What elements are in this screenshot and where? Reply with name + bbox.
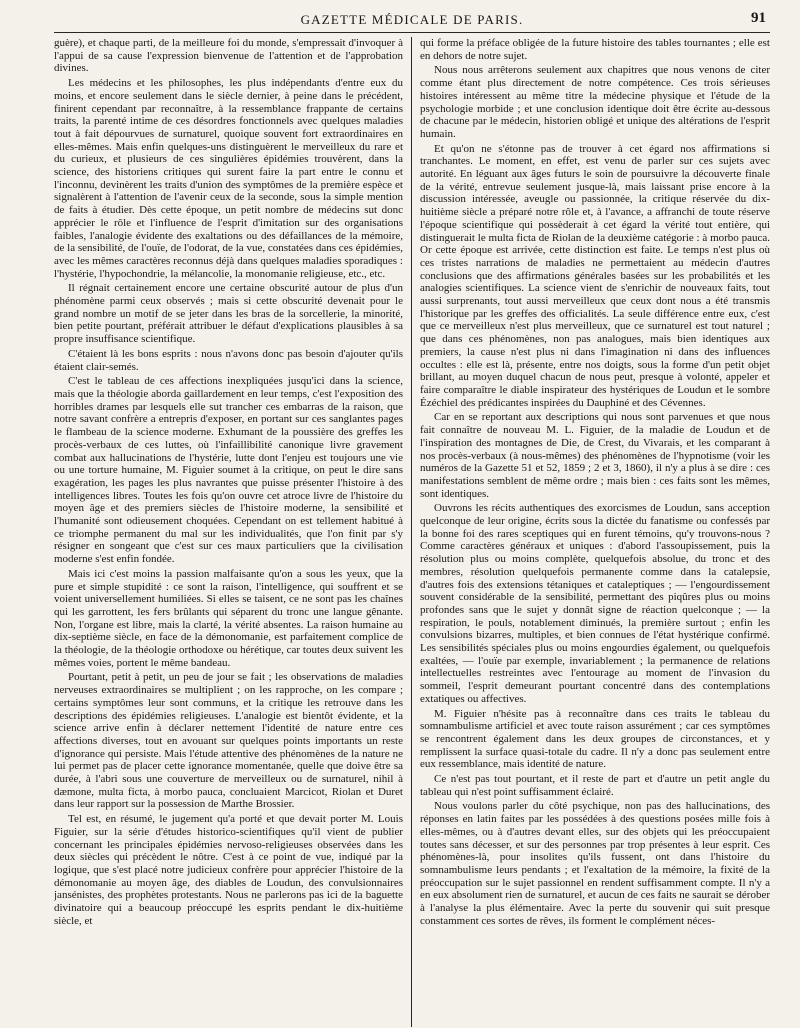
journal-title: GAZETTE MÉDICALE DE PARIS.: [300, 12, 524, 27]
right-column: [412, 37, 770, 1027]
paragraph: Ce n'est pas tout pourtant, et il reste de part et d'autre un petit angle du tableau qui n'est point suffisamment éclairé.: [420, 773, 770, 798]
paragraph: Ouvrons les récits authentiques des exorcismes de Loudun, sans acception quelconque de leur origine, écrits sous la dictée du fanatisme ou confessés par la bonne foi des rares sceptiques qui en furent témoins, qu'y trouvons-nous ? Comme caractères généraux et uniques : d'abord l'assoupissement, puis la résolution plus ou moins complète, quelquefois absolue, du tronc et des membres, résolution quelquefois permanente comme dans la catalepsie, d'autres fois des extensions tétaniques et cataleptiques ; — l'engourdissement souvent considérable de la sensibilité, permettant des piqûres plus ou moins profondes sans que le sujet y donnât signe de réaction quelconque ; — la respiration, le pouls, notablement diminués, la première surtout ; enfin les convulsions bizarres, multiples, et bien connues de l'état hystérique confirmé. Les sensibilités spéciales plus ou moins engourdies également, ou quelquefois exaltées, — l'ouïe par exemple, invariablement ; la permanence de relations intellectuelles restreintes avec l'entourage au moment de l'invasion du sommeil, l'esprit demeurant pourtant concentré dans des contemplations extatiques ou affectives.: [420, 502, 770, 705]
paragraph: Nous nous arrêterons seulement aux chapitres que nous venons de citer comme étant plus directement de notre compétence. Ces trois sérieuses histoires intéressent au même titre la médecine physique et l'étude de la psychologie morbide ; et une conclusion identique doit être écrite au-dessous de chacune par le médecin, historien obligé et unique des altérations de l'esprit humain.: [420, 64, 770, 140]
paragraph: guère), et chaque parti, de la meilleure foi du monde, s'empressait d'invoquer à l'appui de sa cause l'expression bienvenue de l'attention et de l'approbation divines.: [54, 37, 403, 75]
left-column: [54, 37, 412, 1027]
paragraph: Car en se reportant aux descriptions qui nous sont parvenues et que nous fait connaître de nouveau M. L. Figuier, de la maladie de Loudun et de l'inspiration des montagnes de Die, de Crest, du Vivarais, et les comparant à nos procès-verbaux (à nous-mêmes) des phénomènes de l'hypnotisme (voir les numéros de la Gazette 51 et 52, 1859 ; 2 et 3, 1860), il n'y a plus à se dire : ces manifestations semblent de même ordre ; mais bien : ces faits sont les mêmes, sont identiques.: [420, 411, 770, 500]
paragraph: qui forme la préface obligée de la future histoire des tables tournantes ; elle est en dehors de notre sujet.: [420, 37, 770, 62]
paragraph: Les médecins et les philosophes, les plus indépendants d'entre eux du moins, et encore seulement dans le siècle dernier, à peine dans le précédent, finirent cependant par reconnaître, à la ressemblance frappante de certains traits, la parenté intime de ces désordres fonctionnels avec quelques maladies tout à fait dépourvues de surnaturel, quoique souvent fort extraordinaires en elles-mêmes. Mais enfin quelques-uns distinguèrent le merveilleux du rare et du curieux, et plusieurs de ces singulières épidémies trouvèrent, dans la science, des historiens critiques qui surent faire la part entre le connu et l'inconnu, devinèrent les traits d'union des symptômes de la première espèce et signalèrent à l'attention de l'avenir ceux de la seconde, sous la simple mention de faits à étudier. Dès cette époque, un petit nombre de médecins sut donc apprécier le rôle et l'influence de l'esprit d'imitation sur des organisations faibles, l'analogie évidente des exaltations ou des défaillances de la mémoire, de la sensibilité, de l'ouïe, de l'odorat, de la vue, constatées dans ces épidémies, avec les mêmes caractères reconnus déjà dans quelques maladies sporadiques : l'hystérie, l'hypochondrie, la mélancolie, la monomanie religieuse, etc., etc.: [54, 77, 403, 280]
paragraph: Pourtant, petit à petit, un peu de jour se fait ; les observations de maladies nerveuses extraordinaires se multiplient ; on les rapproche, on les compare ; certains symptômes leur sont communs, et la critique les retrouve dans les descriptions des épidémies religieuses. L'analogie est bientôt évidente, et la science arrive enfin à déclarer nettement l'identité de nature entre ces affections diverses, tout en avouant sur quelques points importants un reste d'ignorance qui persiste. Mais l'étude attentive des phénomènes de la nature ne lui permet pas de placer cette ignorance momentanée, quelle que doive être sa durée, à l'abri sous une couverture de merveilleux ou de surnaturel, nihil à dæmone, multa ficta, à morbo pauca, concluaient Marcicot, Riolan et Duret dans leur rapport sur la possession de Marthe Brossier.: [54, 671, 403, 811]
paragraph: Mais ici c'est moins la passion malfaisante qu'on a sous les yeux, que la pure et simple stupidité : ce sont la raison, l'intelligence, qui souffrent et se voient universellement humiliées. Si elles se taisent, ce ne sont pas les chaînes qui les garrottent, les fers brûlants qui séparent du tronc une langue gênante. Non, l'organe est libre, mais la clarté, la vérité absentes. La raison humaine au dix-septième siècle, en face de la démonomanie, est parfaitement complice de la théologie, de la théologie orthodoxe ou hérétique, car toutes deux suivent les mêmes voies, portent le même bandeau.: [54, 567, 403, 669]
paragraph: Nous voulons parler du côté psychique, non pas des hallucinations, des réponses en latin faites par les possédées à des questions posées mille fois à elles-mêmes, ou à d'autres devant elles, sur des objets qui les préoccupaient toutes sans décesser, et sur des personnes par trop présentes à leur esprit. Ces phénomènes-là, pour insolites qu'ils fussent, ont dans l'histoire du somnambulisme leurs pendants ; et l'exaltation de la mémoire, la fixité de la préoccupation sur le sujet passionnel en rendent suffisamment compte. Il n'y a en eux absolument rien de surnaturel, et aucun de ces faits ne saurait se dérober à l'analyse la plus élémentaire. Avec la perte du souvenir qui suit presque constamment ces sortes de rêves, ils forment le complément néces-: [420, 800, 770, 927]
paragraph: Et qu'on ne s'étonne pas de trouver à cet égard nos affirmations si tranchantes. Le moment, en effet, est venu de parler sur ces sujets avec autorité. En léguant aux âges futurs le soin de poursuivre la découverte finale de la vérité, entrevue seulement jusque-là, mais laissant prise encore à la discussion intéressée, aveugle ou passionnée, la critique réservée du dix-huitième siècle a préparé notre rôle et, à l'avance, a affranchi de toute réserve l'époque scientifique qui possèderait à cet égard la vérité tout entière, qui distinguerait le multa ficta de Riolan de la deuxième catégorie : à morbo pauca. Or cette époque est arrivée, cette distinction est faite. Le temps n'est plus où ces tristes narrations de maladies ne permettaient au médecin d'autres conclusions que des affirmations générales basées sur les probabilités et les analogies scientifiques. La science vient de s'enrichir de nouveaux faits, tout aussi surprenants, tout aussi merveilleux que ceux dont nous a été transmis l'historique par les greffes des officialités. La seule différence entre eux, c'est que ce merveilleux n'est plus merveilleux, que ce surnaturel est tout naturel ; que dans ces phénomènes, non pas analogues, mais bien identiques aux premiers, la cause n'est plus ni dans l'imagination ni dans des influences occultes : elle est là, présente, entre nos doigts, sous la forme d'un petit objet brillant, au moyen duquel chacun de nous peut, presque à volonté, appeler et faire comparaître le diable inspirateur des hystériques de Loudun et le sombre Ézéchiel des prédicantes inspirées du Dauphiné et des Cévennes.: [420, 142, 770, 409]
page-number: 91: [751, 10, 766, 26]
paragraph: Tel est, en résumé, le jugement qu'a porté et que devait porter M. Louis Figuier, sur la série d'études historico-scientifiques qu'il vient de publier concernant les principales épidémies nervoso-religieuses observées dans les deux siècles qui précèdent le nôtre. C'est à ce point de vue, indiqué par la logique, que s'est placé notre judicieux confrère pour apprécier l'histoire de la démonomanie au moyen âge, des diables de Loudun, des convulsionnaires jansénistes, des prophètes protestants. Nous ne parlerons pas ici de la baguette divinatoire qui a beaucoup préoccupé les esprits pendant le dix-huitième siècle, et: [54, 813, 403, 927]
paragraph: M. Figuier n'hésite pas à reconnaître dans ces traits le tableau du somnambulisme artificiel et avec toute raison assurément ; car ces symptômes se rencontrent également dans les deux groupes de circonstances, et y remplissent la surface quasi-totale du cadre. Il n'y a donc pas seulement entre eux ressemblance, mais identité de nature.: [420, 707, 770, 771]
running-header: [54, 10, 770, 33]
text-columns: [54, 37, 770, 1027]
paragraph: C'étaient là les bons esprits : nous n'avons donc pas besoin d'ajouter qu'ils étaient clair-semés.: [54, 347, 403, 373]
paragraph: C'est le tableau de ces affections inexpliquées jusqu'ici dans la science, mais que la théologie aborda gaillardement en leur temps, c'est l'exposition des horribles drames par lesquels elle sut trancher ces embarras de la raison, que notre savant confrère a entrepris d'exposer, en portant sur ces sanglantes pages le flambeau de la science moderne. Exhumant de la poussière des greffes les procès-verbaux de ces luttes, où l'infaillibilité canonique livre gravement combat aux hallucinations de l'hystérie, lutte dont l'enjeu est toujours une vie ou une torture humaine, M. Figuier soumet à la critique, on peut le dire sans exagération, les pages les plus navrantes que puisse présenter l'histoire à des intelligences libres. Toutes les fois qu'on ouvre cet atroce livre de l'histoire du moyen âge et des premiers siècles de l'histoire moderne, la sensibilité et l'humanité sont odieusement choquées. Cependant on est tellement habitué à ce triomphe permanent du mal sur les individualités, que l'on finit par s'y résigner en songeant que c'est sur ces maux particuliers que la civilisation moderne s'est enfin fondée.: [54, 375, 403, 566]
paragraph: Il régnait certainement encore une certaine obscurité autour de plus d'un phénomène parmi ceux observés ; mais si cette obscurité devenait pour le grand nombre un motif de se jeter dans les bras de la sorcellerie, la minorité, bien petite pourtant, préférait attribuer le défaut d'explications plausibles à sa propre insuffisance scientifique.: [54, 282, 403, 346]
